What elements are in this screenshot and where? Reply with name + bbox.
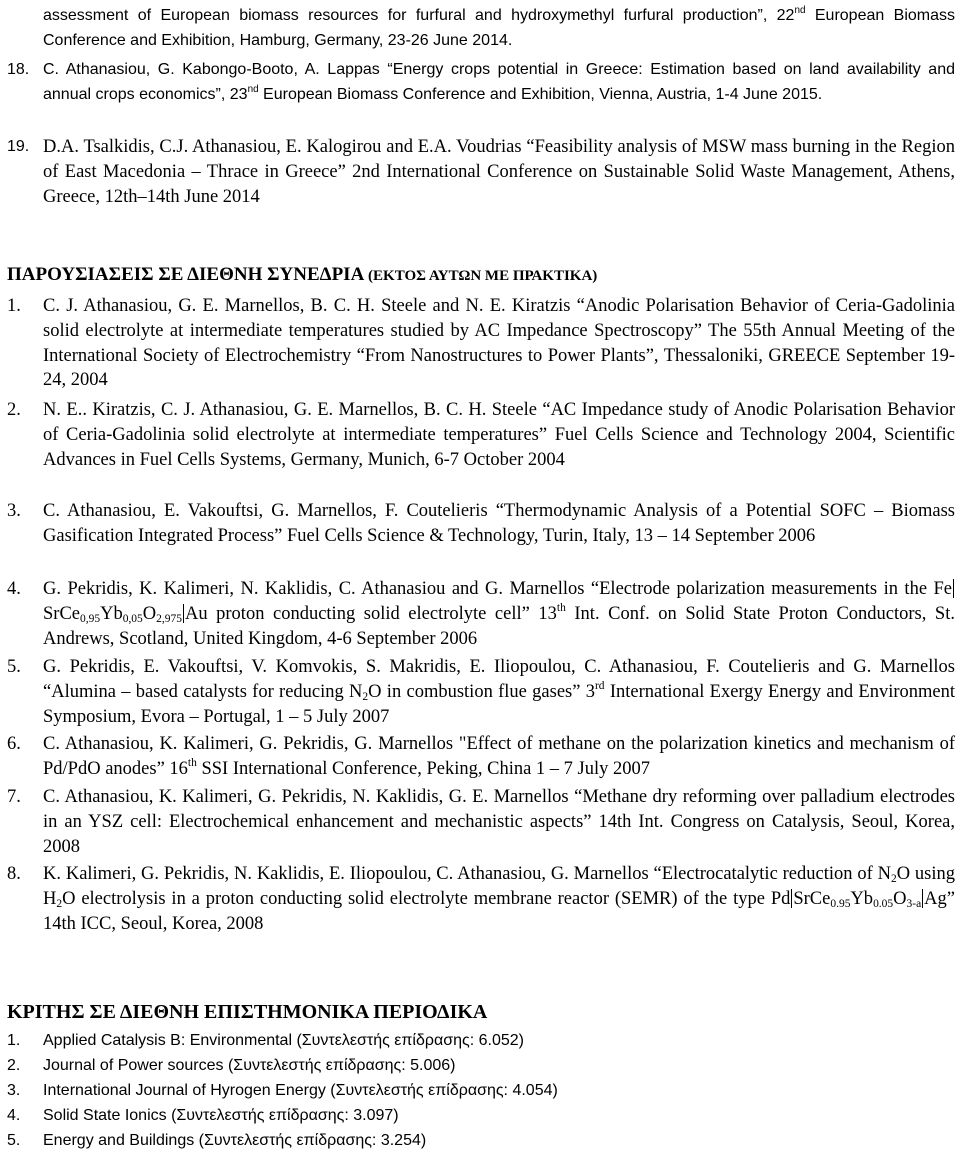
item-text: Applied Catalysis B: Environmental (Συντελεστής επίδρασης: 6.052) <box>43 1032 524 1049</box>
item-text: Energy and Buildings (Συντελεστής επίδρασης: 3.254) <box>43 1132 427 1149</box>
reference-text: K. Kalimeri, G. Pekridis, N. Kaklidis, E. Iliopoulou, C. Athanasiou, G. Marnellos “Electrocatalytic reduction of $N_2O$ using $H_2O$ electrolysis in a proton conducting solid electrolyte membrane reactor (SEMR) of the type Pd $SrCe_{0.95}Yb_{0.05}O_{3-a}$ Ag” 14th ICC, Seoul, Korea, 2008 <box>43 864 955 934</box>
reference-number: 1. <box>7 296 21 316</box>
reference-text: C. J. Athanasiou, G. E. Marnellos, B. C. H. Steele and N. E. Kiratzis “Anodic Polarisation Behavior of Ceria-Gadolinia solid electrolyte at intermediate temperatures studied by AC Impedance Spectroscopy” The 55th Annual Meeting of the International Society of Electrochemistry “From Nanostructures to Power Plants”, Thessaloniki, GREECE September 19-24, 2004 <box>43 296 955 391</box>
item-number: 1. <box>7 1032 21 1049</box>
reference-text: C. Athanasiou, E. Vakouftsi, G. Marnellos, F. Coutelieris “Thermodynamic Analysis of a Potential SOFC – Biomass Gasification Integrated Process” Fuel Cells Science & Technology, Turin, Italy, 13 – 14 September 2006 <box>43 501 955 546</box>
reference-number: 18. <box>7 61 30 78</box>
reference-number: 8. <box>7 864 21 884</box>
reference-text: C. Athanasiou, K. Kalimeri, G. Pekridis, G. Marnellos "Effect of methane on the polarization kinetics and mechanism of Pd/PdO anodes” 16th SSI International Conference, Peking, China 1 – 7 July 2007 <box>43 734 955 779</box>
reference-number: 19. <box>7 138 30 155</box>
reference-number: 2. <box>7 400 21 420</box>
reference-text: assessment of European biomass resources for furfural and hydroxymethyl furfural production”, 22nd European Biomass Conference and Exhibition, Hamburg, Germany, 23-26 June 2014. <box>43 5 955 49</box>
reference-number: 3. <box>7 501 21 521</box>
reference-number: 5. <box>7 657 21 677</box>
reference-text: G. Pekridis, K. Kalimeri, N. Kaklidis, C. Athanasiou and G. Marnellos “Electrode polarization measurements in the $FeSrCe_{0,95}Yb_{0,05}O_{2,975}$ Au proton conducting solid electrolyte cell” 13th Int. Conf. on Solid State Proton Conductors, St. Andrews, Scotland, United Kingdom, 4-6 September 2006 <box>43 579 955 649</box>
item-number: 2. <box>7 1057 21 1074</box>
item-number: 3. <box>7 1082 21 1099</box>
reference-number: 4. <box>7 579 21 599</box>
section-heading-international-conferences: ΠΑΡΟΥΣΙΑΣΕΙΣ ΣΕ ΔΙΕΘΝΗ ΣΥΝΕΔΡΙΑ (ΕΚΤΟΣ ΑΥΤΩΝ ΜΕ ΠΡΑΚΤΙΚΑ) <box>7 264 598 285</box>
reference-number: 6. <box>7 734 21 754</box>
item-number: 5. <box>7 1132 21 1149</box>
reference-text: C. Athanasiou, K. Kalimeri, G. Pekridis, N. Kaklidis, G. E. Marnellos “Methane dry reforming over palladium electrodes in an YSZ cell: Electrochemical enhancement and mechanistic aspects” 14th Int. Congress on Catalysis, Seoul, Korea, 2008 <box>43 787 955 857</box>
reference-text: D.A. Tsalkidis, C.J. Athanasiou, E. Kalogirou and E.A. Voudrias “Feasibility analysis of MSW mass burning in the Region of East Macedonia – Thrace in Greece” 2nd International Conference on Sustainable Solid Waste Management, Athens, Greece, 12th–14th June 2014 <box>43 137 955 207</box>
item-text: International Journal of Hyrogen Energy (Συντελεστής επίδρασης: 4.054) <box>43 1082 558 1099</box>
item-text: Solid State Ionics (Συντελεστής επίδρασης: 3.097) <box>43 1107 399 1124</box>
item-number: 4. <box>7 1107 21 1124</box>
section-heading-reviewer-journals: ΚΡΙΤΗΣ ΣΕ ΔΙΕΘΝΗ ΕΠΙΣΤΗΜΟΝΙΚΑ ΠΕΡΙΟΔΙΚΑ <box>7 1001 488 1023</box>
reference-text: C. Athanasiou, G. Kabongo-Booto, A. Lappas “Energy crops potential in Greece: Estimation based on land availability and annual crops economics”, 23nd European Biomass Conference and Exhibition, Vienna, Austria, 1-4 June 2015. <box>43 61 955 103</box>
item-text: Journal of Power sources (Συντελεστής επίδρασης: 5.006) <box>43 1057 456 1074</box>
reference-text: N. E.. Kiratzis, C. J. Athanasiou, G. E. Marnellos, B. C. H. Steele “AC Impedance study of Anodic Polarisation Behavior of Ceria-Gadolinia solid electrolyte at intermediate temperatures” Fuel Cells Science and Technology 2004, Scientific Advances in Fuel Cells Systems, Germany, Munich, 6-7 October 2004 <box>43 400 955 470</box>
reference-number: 7. <box>7 787 21 807</box>
reference-text: G. Pekridis, E. Vakouftsi, V. Komvokis, S. Makridis, E. Iliopoulou, C. Athanasiou, F. Coutelieris and G. Marnellos “Alumina – based catalysts for reducing $N_2O$ in combustion flue gases” 3rd International Exergy Energy and Environment Symposium, Evora – Portugal, 1 – 5 July 2007 <box>43 657 955 727</box>
